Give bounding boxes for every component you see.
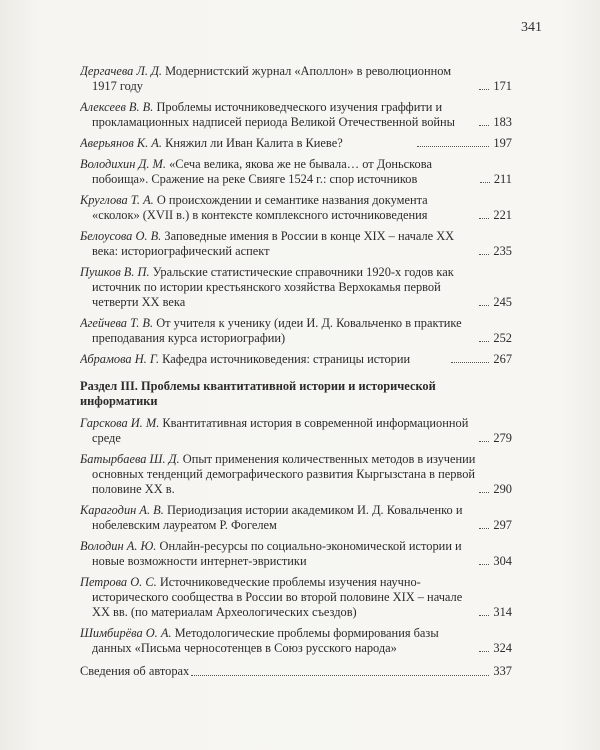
entry-page: 314	[493, 605, 512, 620]
leader-dots	[479, 528, 489, 529]
entry-page: 183	[493, 115, 512, 130]
leader-dots	[479, 615, 489, 616]
entry-title: Заповедные имения в России в конце XIX – начале XX века: историографический аспект	[92, 228, 455, 258]
toc-entry[interactable]	[80, 452, 512, 498]
entry-author: Володихин Д. М.	[80, 156, 166, 171]
entry-text	[80, 316, 477, 346]
leader-dots	[479, 564, 489, 565]
entry-author: Дергачева Л. Д.	[80, 64, 163, 78]
entry-author: Петрова О. С.	[80, 574, 157, 589]
entry-author: Белоусова О. В.	[80, 228, 162, 243]
toc-entry[interactable]	[80, 64, 512, 94]
page-number: 341	[521, 20, 542, 35]
entry-text	[80, 626, 477, 656]
entry-page: 324	[493, 641, 512, 656]
entry-page: 337	[493, 664, 512, 679]
entry-author: Круглова Т. А.	[80, 192, 154, 207]
entry-author: Пушков В. П.	[80, 264, 150, 279]
toc-part-1	[80, 64, 512, 367]
leader-dots	[479, 441, 489, 442]
toc-entry[interactable]	[80, 193, 512, 223]
entry-title: Княжил ли Иван Калита в Киеве?	[165, 136, 343, 150]
entry-title: От учителя к ученику (идеи И. Д. Ковальченко в практике преподавания курса историографии)	[92, 316, 462, 346]
toc-entry[interactable]	[80, 265, 512, 311]
entry-text	[80, 416, 477, 446]
entry-page: 267	[493, 352, 513, 366]
toc-entry-authors-info[interactable]	[80, 664, 512, 679]
entry-text	[80, 452, 477, 498]
toc-entry[interactable]	[80, 416, 512, 446]
entry-title: Квантитативная история в современной информационной среде	[92, 415, 469, 445]
entry-text	[80, 539, 477, 569]
toc-entry[interactable]	[80, 157, 512, 187]
entry-title: Опыт применения количественных методов в изучении основных тенденций демографического развития Кыргызстана в первой половине XX в.	[92, 451, 476, 497]
toc-entry[interactable]	[80, 229, 512, 259]
entry-author: Шимбирёва О. А.	[80, 626, 172, 641]
toc-entry[interactable]	[80, 316, 512, 346]
leader-dots	[191, 675, 489, 676]
entry-title: Уральские статистические справочники 1920-х годов как источник по истории крестьянского хозяйства Верхокамья первой четверти XX века	[92, 264, 454, 310]
entry-text	[80, 64, 477, 94]
entry-author: Аверьянов К. А.	[80, 136, 162, 150]
entry-title: Проблемы источниковедческого изучения граффити и прокламационных надписей периода Великой Отечественной войны	[92, 100, 455, 130]
leader-dots	[479, 651, 489, 652]
entry-author: Володин А. Ю.	[80, 538, 157, 553]
leader-dots	[479, 218, 489, 219]
entry-page: 304	[493, 554, 512, 569]
entry-text	[80, 503, 477, 533]
entry-text	[80, 193, 477, 223]
toc-part-2	[80, 416, 512, 657]
leader-dots	[479, 89, 489, 90]
entry-text	[80, 136, 415, 151]
entry-title: О происхождении и семантике названия документа «сколок» (XVII в.) в контексте комплексного источниковедения	[92, 192, 428, 222]
leader-dots	[479, 254, 489, 255]
entry-text	[80, 575, 477, 621]
toc-entry[interactable]	[80, 626, 512, 656]
toc-entry[interactable]	[80, 352, 512, 367]
entry-title: «Сеча велика, якова же не бывала… от Доньскова побоища». Сражение на реке Свияге 1524 г.: спор источников	[92, 156, 432, 186]
entry-page: 211	[493, 172, 512, 186]
toc-entry[interactable]	[80, 539, 512, 569]
entry-page: 197	[493, 136, 512, 150]
entry-page: 252	[493, 331, 512, 346]
entry-title: Кафедра источниковедения: страницы истории	[162, 352, 411, 366]
entry-text	[80, 157, 478, 187]
entry-page: 221	[493, 208, 512, 222]
entry-author: Гарскова И. М.	[80, 415, 160, 430]
section-header: Раздел III. Проблемы квантитативной истории и исторической информатики	[80, 379, 436, 409]
entry-title: Онлайн-ресурсы по социально-экономической истории и новые возможности интернет-эвристики	[92, 538, 462, 569]
entry-title: Сведения об авторах	[80, 664, 190, 679]
entry-page: 290	[493, 482, 512, 497]
entry-title: Периодизация истории академиком И. Д. Ковальченко и нобелевским лауреатом Р. Фогелем	[92, 502, 463, 533]
leader-dots	[479, 341, 489, 342]
entry-text	[80, 352, 449, 367]
entry-title: Модернистский журнал «Аполлон» в революционном 1917 году	[92, 64, 452, 94]
entry-title: Источниковедческие проблемы изучения научно-исторического сообщества в России во второй половине XIX – начале XX вв. (по материалам Археологических съездов)	[92, 574, 463, 620]
entry-page: 245	[493, 295, 512, 310]
toc-entry[interactable]	[80, 575, 512, 621]
entry-author: Агейчева Т. В.	[80, 316, 154, 330]
toc-entry[interactable]	[80, 136, 512, 151]
entry-page: 279	[493, 430, 512, 445]
entry-author: Карагодин А. В.	[80, 502, 164, 517]
entry-page: 235	[493, 244, 512, 258]
leader-dots	[417, 146, 489, 147]
entry-text	[80, 100, 477, 130]
leader-dots	[479, 492, 489, 493]
entry-page: 171	[493, 79, 512, 94]
entry-text	[80, 229, 477, 259]
leader-dots	[480, 182, 490, 183]
toc-entry[interactable]	[80, 100, 512, 130]
leader-dots	[451, 362, 490, 363]
leader-dots	[479, 125, 489, 126]
entry-text	[80, 265, 477, 311]
entry-page: 297	[493, 518, 512, 533]
table-of-contents	[80, 64, 512, 680]
leader-dots	[479, 305, 489, 306]
entry-author: Батырбаева Ш. Д.	[80, 451, 180, 466]
entry-author: Абрамова Н. Г.	[80, 352, 160, 366]
entry-author: Алексеев В. В.	[80, 100, 154, 114]
entry-title: Методологические проблемы формирования базы данных «Письма черносотенцев в Союз русского народа»	[92, 626, 439, 656]
toc-entry[interactable]	[80, 503, 512, 533]
